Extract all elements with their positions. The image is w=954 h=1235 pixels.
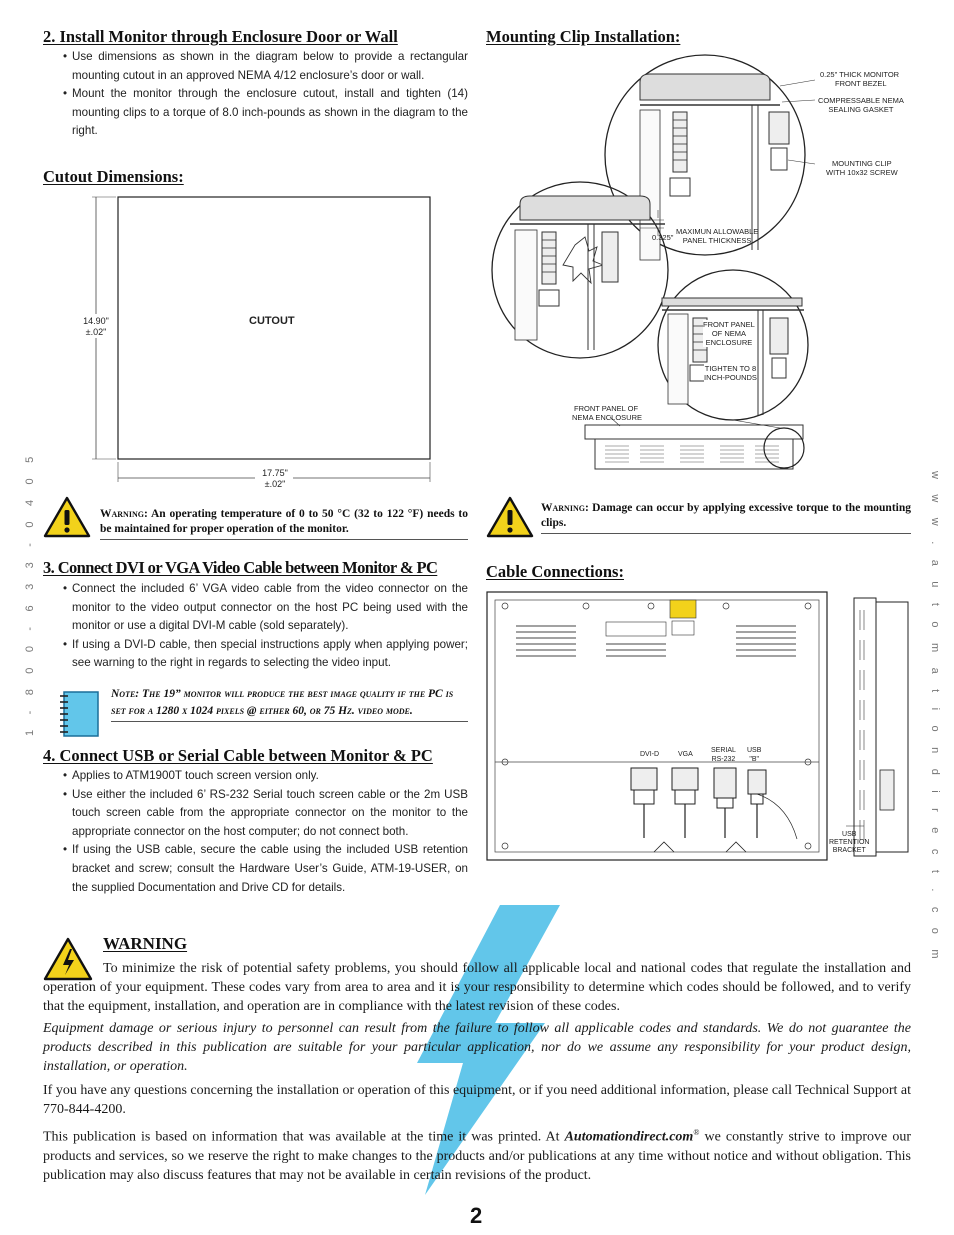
list-item: • Mount the monitor through the enclosure cutout, install and tighten (14) mounting clips to a torque of 8.0 inch-pounds as shown in the diagram to the right. [60,85,468,141]
bracket1: USB [842,831,857,838]
port-serial-label [711,746,736,764]
label-tight1: TIGHTEN TO 8 [704,364,757,373]
cutout-height-value: 14.90" [83,316,109,326]
warning-text: : An operating temperature of 0 to 50 °C (32 to 122 °F) needs to be maintained for proper operation of the monitor. [100,508,468,535]
section4-title: 4. Connect USB or Serial Cable between Monitor & PC [43,746,433,765]
label-front1: FRONT PANEL [703,320,755,329]
list-item: • Use dimensions as shown in the diagram below to provide a rectangular mounting cutout in an approved NEMA 4/12 enclosure’s door or wall. [60,48,468,85]
cutout-title: Cutout Dimensions: [43,167,184,186]
list-item: • Applies to ATM1900T touch screen version only. [60,767,468,786]
label-front [703,320,755,347]
note-lead: Note: [111,688,140,700]
label-max2: PANEL THICKNESS [682,236,752,245]
warning-paragraph-1: To minimize the risk of potential safety problems, you should follow all applicable local and national codes that regulate the installation and operation of your equipment. These codes vary from area to area and it is your responsibility to determine which codes should be followed, and to verify that the equipment, installation, and operation are in compliance with the latest revision of these codes. [43,961,911,1014]
label-max [676,227,758,245]
label-tight2: INCH-POUNDS [704,373,757,382]
section3-title: 3. Connect DVI or VGA Video Cable between Monitor & PC [43,558,438,577]
cutout-width-tol: ±.02" [264,479,286,489]
warning-paragraph-2: Equipment damage or serious injury to personnel can result from the failure to follow all applicable codes and standards. We do not guarantee the products described in this publication are suitable for your particular application, nor do we assume any responsibility for your product design, installation, or operation. [43,1021,911,1074]
port-vga-label: VGA [678,751,693,758]
list-item: • Use either the included 6’ RS-232 Serial touch screen cable or the 2m USB touch screen cable from the appropriate connector on the monitor to the appropriate connector on the host computer; do not connect both. [60,786,468,842]
label-clip1: MOUNTING CLIP [832,159,892,168]
port-dvi-label: DVI-D [640,751,660,758]
label-front3: ENCLOSURE [705,338,753,347]
section3-bullets [60,580,468,673]
list-item: • If using a DVI-D cable, then special instructions apply when applying power; see warning to the right in regards to selecting the video input. [60,636,468,673]
label-clip [826,159,898,177]
label-bezel2: FRONT BEZEL [835,79,887,88]
warning-text: : Damage can occur by applying excessive torque to the mounting clips. [541,502,911,529]
label-bezel1: 0.25" THICK MONITOR [820,70,900,79]
section2-bullets [60,48,468,141]
port-usb2: "B" [749,756,760,763]
cutout-width [255,468,295,490]
label-front2: OF NEMA [711,329,746,338]
label-tight [704,364,757,382]
label-gasket [818,96,904,114]
website-url: w w w . a u t o m a t i o n d i r e c t . c o m [929,471,941,965]
port-usb-label [747,746,761,764]
warning-icon [486,496,534,538]
label-gasket1: COMPRESSABLE NEMA [818,96,904,105]
phone-number: 1 - 8 0 0 - 6 3 3 - 0 4 0 5 [24,450,36,736]
page-number: 2 [470,1203,483,1228]
bracket2: RETENTION [829,839,870,846]
list-item: • If using the USB cable, secure the cable using the included USB retention bracket and screw; consult the Hardware User’s Guide, ATM-19-USER, on the supplied Documentation and Drive CD for details. [60,841,468,897]
section4-bullets [60,767,468,897]
label-thick: 0.325" [652,233,674,242]
warning-icon [43,496,91,538]
label-fp2: NEMA ENCLOSURE [572,413,643,422]
cutout-width-value: 17.75" [262,468,288,478]
bracket3: BRACKET [832,847,866,854]
note-text: The 19” monitor will produce the best image quality if the PC is set for a 1280 x 1024 pixels @ either 60, or 75 Hz. video mode. [111,688,454,717]
warning-paragraph-3: If you have any questions concerning the installation or operation of this equipment, or if you need additional information, please call Technical Support at 770-844-4200. [43,1083,911,1117]
label-max1: MAXIMUN ALLOWABLE [676,227,759,236]
label-fp1: FRONT PANEL OF [574,404,639,413]
main-warning-title: WARNING [103,934,188,953]
port-usb1: USB [747,747,762,754]
warning-paragraph-4: This publication is based on information that was available at the time it was printed. At Automationdirect.com® we constantly strive to improve our products and services, so we reserve the right to make changes to the products and/or publications at any time without notice and without obligation. This publication may also discuss features that may not be available in certain revisions of the product. [43,1128,911,1183]
note [111,686,468,722]
section2-title: 2. Install Monitor through Enclosure Door or Wall [43,27,398,46]
warning-temperature [100,507,468,540]
port-serial2: RS-232 [711,756,736,763]
warning-clip [541,501,911,534]
warning-lead: Warning [541,502,585,514]
cutout-label: CUTOUT [249,315,295,327]
usb-bracket-label [829,831,869,855]
cable-title: Cable Connections: [486,562,624,581]
port-serial1: SERIAL [711,747,736,754]
cutout-height-tol: ±.02" [85,327,107,337]
label-clip2: WITH 10x32 SCREW [826,168,898,177]
list-item: • Connect the included 6’ VGA video cable from the video connector on the monitor to the video output connector on the host PC being used with the monitor or use a digital DVI-M cable (sold separately). [60,580,468,636]
cable-connections-diagram [486,590,912,862]
warning-lead: Warning [100,508,144,520]
cutout-height [78,316,114,338]
note-icon [58,686,102,738]
cutout-diagram [75,190,445,495]
mounting-title: Mounting Clip Installation: [486,27,681,46]
label-gasket2: SEALING GASKET [828,105,894,114]
brand-name: Automationdirect.com [564,1129,694,1145]
